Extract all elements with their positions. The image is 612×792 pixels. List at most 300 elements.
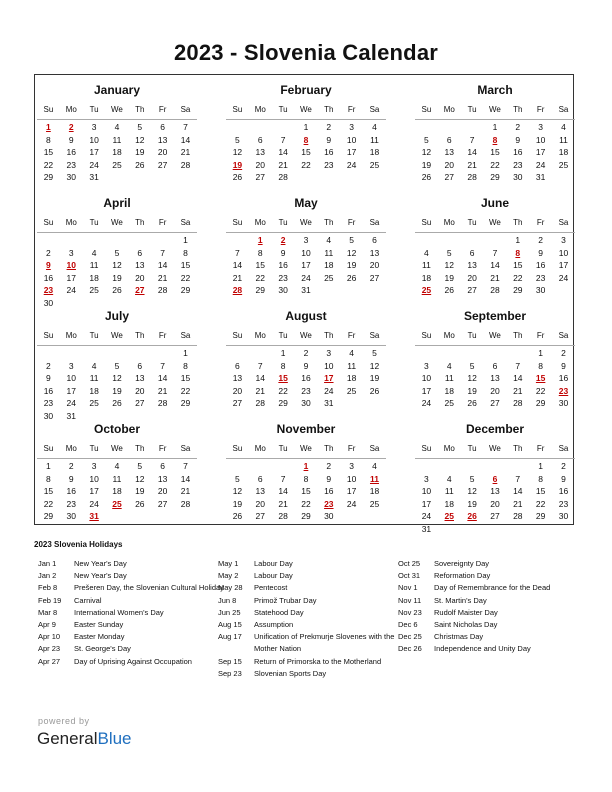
day-cell[interactable]: 6 xyxy=(137,247,143,258)
day-cell[interactable]: 20 xyxy=(255,498,265,509)
day-cell[interactable]: 14 xyxy=(232,260,243,270)
day-cell[interactable]: 26 xyxy=(369,385,380,396)
day-cell[interactable]: 29 xyxy=(535,511,546,521)
day-cell[interactable]: 21 xyxy=(255,385,265,396)
day-cell[interactable]: 3 xyxy=(303,235,309,245)
day-cell[interactable]: 24 xyxy=(89,498,99,509)
day-cell[interactable]: 22 xyxy=(43,498,54,509)
day-cell[interactable]: 24 xyxy=(66,285,76,295)
day-cell[interactable]: 20 xyxy=(135,385,145,396)
day-cell[interactable]: 23 xyxy=(513,159,523,170)
day-cell[interactable]: 20 xyxy=(232,385,243,396)
day-cell[interactable]: 8 xyxy=(538,360,543,371)
day-cell[interactable]: 25 xyxy=(324,272,334,283)
day-cell[interactable]: 3 xyxy=(326,348,332,358)
day-cell[interactable]: 20 xyxy=(490,498,500,509)
day-cell[interactable]: 30 xyxy=(558,398,569,408)
day-cell[interactable]: 10 xyxy=(66,373,76,383)
day-cell[interactable]: 21 xyxy=(278,159,288,170)
day-cell[interactable]: 10 xyxy=(324,360,334,371)
day-cell[interactable]: 2 xyxy=(561,461,566,471)
day-cell[interactable]: 22 xyxy=(255,272,265,283)
day-cell[interactable]: 5 xyxy=(137,461,143,471)
day-cell[interactable]: 11 xyxy=(89,260,99,270)
day-cell[interactable]: 20 xyxy=(157,147,168,157)
day-cell[interactable]: 2 xyxy=(326,122,332,132)
day-cell[interactable]: 29 xyxy=(301,511,311,521)
day-cell[interactable]: 1 xyxy=(183,235,188,245)
day-cell[interactable]: 28 xyxy=(255,398,265,408)
day-cell[interactable]: 5 xyxy=(235,473,240,484)
day-cell[interactable]: 9 xyxy=(303,360,309,371)
day-cell[interactable]: 13 xyxy=(135,260,145,270)
day-cell[interactable]: 26 xyxy=(346,272,357,283)
day-cell[interactable]: 24 xyxy=(324,385,334,396)
day-cell[interactable]: 15 xyxy=(490,147,500,157)
day-cell[interactable]: 20 xyxy=(369,260,380,270)
day-cell[interactable]: 3 xyxy=(91,461,97,471)
day-cell[interactable]: 13 xyxy=(369,247,380,258)
holiday-day-cell[interactable]: 1 xyxy=(303,461,309,471)
day-cell[interactable]: 21 xyxy=(513,385,523,396)
day-cell[interactable]: 8 xyxy=(183,360,188,371)
day-cell[interactable]: 12 xyxy=(112,373,122,383)
day-cell[interactable]: 1 xyxy=(280,348,286,358)
holiday-day-cell[interactable]: 15 xyxy=(535,373,546,383)
day-cell[interactable]: 14 xyxy=(467,147,477,157)
day-cell[interactable]: 16 xyxy=(43,385,54,396)
day-cell[interactable]: 27 xyxy=(467,285,477,295)
day-cell[interactable]: 8 xyxy=(257,247,263,258)
day-cell[interactable]: 30 xyxy=(535,285,546,295)
day-cell[interactable]: 23 xyxy=(558,498,569,509)
day-cell[interactable]: 5 xyxy=(469,360,475,371)
day-cell[interactable]: 10 xyxy=(89,134,99,145)
day-cell[interactable]: 5 xyxy=(446,247,452,258)
day-cell[interactable]: 27 xyxy=(255,172,265,182)
day-cell[interactable]: 16 xyxy=(301,373,311,383)
day-cell[interactable]: 19 xyxy=(467,385,477,396)
day-cell[interactable]: 9 xyxy=(68,134,74,145)
day-cell[interactable]: 11 xyxy=(370,134,379,145)
day-cell[interactable]: 11 xyxy=(444,373,454,383)
day-cell[interactable]: 28 xyxy=(157,285,168,295)
day-cell[interactable]: 20 xyxy=(467,272,477,283)
day-cell[interactable]: 22 xyxy=(513,272,523,283)
day-cell[interactable]: 18 xyxy=(89,385,99,396)
day-cell[interactable]: 4 xyxy=(446,473,452,484)
day-cell[interactable]: 1 xyxy=(492,122,498,132)
day-cell[interactable]: 5 xyxy=(349,235,354,245)
day-cell[interactable]: 9 xyxy=(561,360,566,371)
day-cell[interactable]: 23 xyxy=(66,498,76,509)
day-cell[interactable]: 2 xyxy=(515,122,521,132)
day-cell[interactable]: 23 xyxy=(66,159,76,170)
day-cell[interactable]: 16 xyxy=(324,486,334,496)
day-cell[interactable]: 24 xyxy=(558,272,569,283)
day-cell[interactable]: 4 xyxy=(91,247,97,258)
holiday-day-cell[interactable]: 23 xyxy=(43,285,54,295)
day-cell[interactable]: 8 xyxy=(303,473,309,484)
day-cell[interactable]: 15 xyxy=(180,373,191,383)
day-cell[interactable]: 17 xyxy=(346,486,357,496)
day-cell[interactable]: 12 xyxy=(467,373,477,383)
day-cell[interactable]: 22 xyxy=(535,385,546,396)
day-cell[interactable]: 24 xyxy=(421,398,432,408)
day-cell[interactable]: 28 xyxy=(278,172,288,182)
day-cell[interactable]: 5 xyxy=(372,348,377,358)
day-cell[interactable]: 13 xyxy=(135,373,145,383)
day-cell[interactable]: 4 xyxy=(424,247,429,258)
day-cell[interactable]: 10 xyxy=(421,373,432,383)
day-cell[interactable]: 2 xyxy=(326,461,332,471)
day-cell[interactable]: 17 xyxy=(89,147,99,157)
day-cell[interactable]: 18 xyxy=(444,385,454,396)
day-cell[interactable]: 29 xyxy=(180,398,191,408)
day-cell[interactable]: 13 xyxy=(255,147,265,157)
holiday-day-cell[interactable]: 6 xyxy=(492,473,498,484)
day-cell[interactable]: 16 xyxy=(66,486,76,496)
holiday-day-cell[interactable]: 25 xyxy=(421,285,432,295)
day-cell[interactable]: 29 xyxy=(43,511,54,521)
day-cell[interactable]: 14 xyxy=(490,260,500,270)
day-cell[interactable]: 6 xyxy=(235,360,240,371)
day-cell[interactable]: 8 xyxy=(280,360,286,371)
day-cell[interactable]: 17 xyxy=(558,260,569,270)
day-cell[interactable]: 25 xyxy=(558,159,569,170)
day-cell[interactable]: 23 xyxy=(278,272,288,283)
day-cell[interactable]: 14 xyxy=(278,486,288,496)
day-cell[interactable]: 20 xyxy=(135,272,145,283)
day-cell[interactable]: 19 xyxy=(112,385,122,396)
day-cell[interactable]: 30 xyxy=(66,511,76,521)
day-cell[interactable]: 29 xyxy=(535,398,546,408)
day-cell[interactable]: 29 xyxy=(43,172,54,182)
day-cell[interactable]: 12 xyxy=(135,134,145,145)
day-cell[interactable]: 2 xyxy=(303,348,309,358)
holiday-day-cell[interactable]: 1 xyxy=(46,122,51,132)
day-cell[interactable]: 28 xyxy=(513,511,523,521)
day-cell[interactable]: 24 xyxy=(89,159,99,170)
day-cell[interactable]: 7 xyxy=(515,360,521,371)
day-cell[interactable]: 3 xyxy=(91,122,97,132)
holiday-day-cell[interactable]: 8 xyxy=(515,247,521,258)
day-cell[interactable]: 5 xyxy=(235,134,240,145)
day-cell[interactable]: 18 xyxy=(89,272,99,283)
day-cell[interactable]: 7 xyxy=(183,122,188,132)
day-cell[interactable]: 15 xyxy=(513,260,523,270)
day-cell[interactable]: 22 xyxy=(180,385,191,396)
day-cell[interactable]: 16 xyxy=(66,147,76,157)
day-cell[interactable]: 18 xyxy=(421,272,432,283)
day-cell[interactable]: 4 xyxy=(372,122,377,132)
day-cell[interactable]: 4 xyxy=(114,461,120,471)
day-cell[interactable]: 4 xyxy=(561,122,566,132)
day-cell[interactable]: 6 xyxy=(372,235,377,245)
day-cell[interactable]: 17 xyxy=(301,260,311,270)
day-cell[interactable]: 14 xyxy=(255,373,265,383)
day-cell[interactable]: 16 xyxy=(558,486,569,496)
day-cell[interactable]: 11 xyxy=(559,134,568,145)
day-cell[interactable]: 17 xyxy=(421,385,432,396)
day-cell[interactable]: 22 xyxy=(43,159,54,170)
day-cell[interactable]: 16 xyxy=(558,373,569,383)
day-cell[interactable]: 11 xyxy=(89,373,99,383)
day-cell[interactable]: 3 xyxy=(349,122,354,132)
holiday-day-cell[interactable]: 11 xyxy=(369,473,379,484)
holiday-day-cell[interactable]: 8 xyxy=(492,134,498,145)
day-cell[interactable]: 24 xyxy=(535,159,546,170)
day-cell[interactable]: 30 xyxy=(513,172,523,182)
day-cell[interactable]: 14 xyxy=(513,486,523,496)
day-cell[interactable]: 29 xyxy=(513,285,523,295)
day-cell[interactable]: 17 xyxy=(66,272,76,283)
holiday-day-cell[interactable]: 9 xyxy=(46,260,51,270)
day-cell[interactable]: 24 xyxy=(346,159,357,170)
day-cell[interactable]: 11 xyxy=(444,486,454,496)
day-cell[interactable]: 11 xyxy=(112,134,122,145)
day-cell[interactable]: 20 xyxy=(255,159,265,170)
day-cell[interactable]: 2 xyxy=(561,348,566,358)
day-cell[interactable]: 12 xyxy=(369,360,380,371)
day-cell[interactable]: 25 xyxy=(89,285,99,295)
day-cell[interactable]: 12 xyxy=(232,486,243,496)
day-cell[interactable]: 29 xyxy=(255,285,265,295)
day-cell[interactable]: 28 xyxy=(490,285,500,295)
day-cell[interactable]: 27 xyxy=(157,498,168,509)
day-cell[interactable]: 13 xyxy=(157,134,168,145)
day-cell[interactable]: 13 xyxy=(490,486,500,496)
day-cell[interactable]: 2 xyxy=(46,247,51,258)
day-cell[interactable]: 5 xyxy=(137,122,143,132)
day-cell[interactable]: 17 xyxy=(421,498,432,509)
day-cell[interactable]: 6 xyxy=(160,461,165,471)
day-cell[interactable]: 29 xyxy=(278,398,288,408)
day-cell[interactable]: 20 xyxy=(490,385,500,396)
day-cell[interactable]: 12 xyxy=(421,147,432,157)
day-cell[interactable]: 10 xyxy=(558,247,569,258)
day-cell[interactable]: 9 xyxy=(515,134,521,145)
day-cell[interactable]: 21 xyxy=(232,272,243,283)
day-cell[interactable]: 1 xyxy=(515,235,521,245)
day-cell[interactable]: 26 xyxy=(444,285,454,295)
day-cell[interactable]: 14 xyxy=(513,373,523,383)
day-cell[interactable]: 30 xyxy=(301,398,311,408)
day-cell[interactable]: 7 xyxy=(160,247,165,258)
day-cell[interactable]: 9 xyxy=(46,373,51,383)
day-cell[interactable]: 1 xyxy=(46,461,51,471)
holiday-day-cell[interactable]: 25 xyxy=(444,511,454,521)
day-cell[interactable]: 13 xyxy=(444,147,454,157)
holiday-day-cell[interactable]: 25 xyxy=(112,498,122,509)
day-cell[interactable]: 2 xyxy=(538,235,543,245)
holiday-day-cell[interactable]: 31 xyxy=(89,511,99,521)
day-cell[interactable]: 28 xyxy=(180,159,191,170)
day-cell[interactable]: 11 xyxy=(347,360,357,371)
day-cell[interactable]: 15 xyxy=(180,260,191,270)
day-cell[interactable]: 26 xyxy=(232,511,243,521)
day-cell[interactable]: 19 xyxy=(421,159,432,170)
day-cell[interactable]: 16 xyxy=(535,260,546,270)
day-cell[interactable]: 23 xyxy=(324,159,334,170)
day-cell[interactable]: 19 xyxy=(467,498,477,509)
day-cell[interactable]: 24 xyxy=(301,272,311,283)
day-cell[interactable]: 17 xyxy=(346,147,357,157)
day-cell[interactable]: 26 xyxy=(421,172,432,182)
day-cell[interactable]: 30 xyxy=(278,285,288,295)
day-cell[interactable]: 23 xyxy=(301,385,311,396)
holiday-day-cell[interactable]: 28 xyxy=(232,285,243,295)
day-cell[interactable]: 8 xyxy=(46,134,51,145)
generalblue-logo[interactable] xyxy=(37,729,132,749)
day-cell[interactable]: 10 xyxy=(346,473,357,484)
day-cell[interactable]: 13 xyxy=(157,473,168,484)
holiday-day-cell[interactable]: 26 xyxy=(467,511,477,521)
day-cell[interactable]: 7 xyxy=(492,247,498,258)
day-cell[interactable]: 5 xyxy=(114,360,120,371)
day-cell[interactable]: 15 xyxy=(301,147,311,157)
day-cell[interactable]: 9 xyxy=(538,247,543,258)
day-cell[interactable]: 3 xyxy=(349,461,354,471)
day-cell[interactable]: 8 xyxy=(183,247,188,258)
day-cell[interactable]: 18 xyxy=(369,147,380,157)
day-cell[interactable]: 7 xyxy=(469,134,475,145)
day-cell[interactable]: 30 xyxy=(66,172,76,182)
day-cell[interactable]: 27 xyxy=(232,398,243,408)
day-cell[interactable]: 22 xyxy=(301,159,311,170)
day-cell[interactable]: 25 xyxy=(369,159,380,170)
day-cell[interactable]: 12 xyxy=(135,473,145,484)
day-cell[interactable]: 19 xyxy=(112,272,122,283)
day-cell[interactable]: 3 xyxy=(424,360,429,371)
day-cell[interactable]: 11 xyxy=(112,473,122,484)
day-cell[interactable]: 26 xyxy=(112,398,122,408)
day-cell[interactable]: 4 xyxy=(446,360,452,371)
day-cell[interactable]: 23 xyxy=(43,398,54,408)
day-cell[interactable]: 16 xyxy=(278,260,288,270)
day-cell[interactable]: 29 xyxy=(180,285,191,295)
day-cell[interactable]: 7 xyxy=(280,473,286,484)
day-cell[interactable]: 10 xyxy=(89,473,99,484)
day-cell[interactable]: 6 xyxy=(446,134,452,145)
day-cell[interactable]: 27 xyxy=(135,398,145,408)
day-cell[interactable]: 18 xyxy=(112,486,122,496)
day-cell[interactable]: 6 xyxy=(257,134,263,145)
day-cell[interactable]: 21 xyxy=(157,272,168,283)
day-cell[interactable]: 8 xyxy=(538,473,543,484)
holiday-day-cell[interactable]: 23 xyxy=(324,498,334,509)
day-cell[interactable]: 6 xyxy=(137,360,143,371)
holiday-day-cell[interactable]: 2 xyxy=(280,235,286,245)
day-cell[interactable]: 4 xyxy=(114,122,120,132)
day-cell[interactable]: 21 xyxy=(278,498,288,509)
day-cell[interactable]: 10 xyxy=(421,486,432,496)
day-cell[interactable]: 12 xyxy=(232,147,243,157)
day-cell[interactable]: 19 xyxy=(232,498,243,509)
day-cell[interactable]: 19 xyxy=(135,147,145,157)
day-cell[interactable]: 7 xyxy=(257,360,263,371)
day-cell[interactable]: 29 xyxy=(490,172,500,182)
day-cell[interactable]: 9 xyxy=(326,473,332,484)
day-cell[interactable]: 25 xyxy=(369,498,380,509)
holiday-day-cell[interactable]: 17 xyxy=(324,373,334,383)
day-cell[interactable]: 11 xyxy=(422,260,431,270)
day-cell[interactable]: 15 xyxy=(43,147,54,157)
day-cell[interactable]: 9 xyxy=(561,473,566,484)
day-cell[interactable]: 10 xyxy=(301,247,311,258)
day-cell[interactable]: 18 xyxy=(346,373,357,383)
day-cell[interactable]: 26 xyxy=(135,159,145,170)
day-cell[interactable]: 18 xyxy=(558,147,569,157)
day-cell[interactable]: 27 xyxy=(369,272,380,283)
day-cell[interactable]: 14 xyxy=(180,134,191,145)
day-cell[interactable]: 12 xyxy=(346,247,357,258)
day-cell[interactable]: 5 xyxy=(469,473,475,484)
day-cell[interactable]: 6 xyxy=(160,122,165,132)
holiday-day-cell[interactable]: 10 xyxy=(66,260,76,270)
day-cell[interactable]: 4 xyxy=(349,348,354,358)
day-cell[interactable]: 14 xyxy=(157,260,168,270)
day-cell[interactable]: 30 xyxy=(558,511,569,521)
day-cell[interactable]: 16 xyxy=(324,147,334,157)
day-cell[interactable]: 10 xyxy=(346,134,357,145)
day-cell[interactable]: 31 xyxy=(301,285,311,295)
day-cell[interactable]: 4 xyxy=(326,235,332,245)
day-cell[interactable]: 19 xyxy=(369,373,380,383)
day-cell[interactable]: 28 xyxy=(180,498,191,509)
day-cell[interactable]: 14 xyxy=(278,147,288,157)
day-cell[interactable]: 18 xyxy=(369,486,380,496)
day-cell[interactable]: 7 xyxy=(235,247,240,258)
day-cell[interactable]: 1 xyxy=(538,461,543,471)
day-cell[interactable]: 16 xyxy=(513,147,523,157)
day-cell[interactable]: 13 xyxy=(232,373,243,383)
day-cell[interactable]: 5 xyxy=(114,247,120,258)
day-cell[interactable]: 12 xyxy=(444,260,454,270)
day-cell[interactable]: 9 xyxy=(68,473,74,484)
day-cell[interactable]: 26 xyxy=(232,172,243,182)
day-cell[interactable]: 24 xyxy=(421,511,432,521)
day-cell[interactable]: 4 xyxy=(372,461,377,471)
day-cell[interactable]: 2 xyxy=(68,461,74,471)
day-cell[interactable]: 19 xyxy=(135,486,145,496)
day-cell[interactable]: 18 xyxy=(324,260,334,270)
day-cell[interactable]: 21 xyxy=(467,159,477,170)
day-cell[interactable]: 28 xyxy=(467,172,477,182)
day-cell[interactable]: 28 xyxy=(513,398,523,408)
day-cell[interactable]: 12 xyxy=(112,260,122,270)
day-cell[interactable]: 7 xyxy=(183,461,188,471)
day-cell[interactable]: 21 xyxy=(180,486,191,496)
day-cell[interactable]: 11 xyxy=(324,247,334,258)
day-cell[interactable]: 6 xyxy=(257,473,263,484)
day-cell[interactable]: 1 xyxy=(183,348,188,358)
day-cell[interactable]: 31 xyxy=(535,172,546,182)
holiday-day-cell[interactable]: 19 xyxy=(232,159,243,170)
day-cell[interactable]: 19 xyxy=(444,272,454,283)
day-cell[interactable]: 5 xyxy=(424,134,429,145)
day-cell[interactable]: 31 xyxy=(89,172,99,182)
day-cell[interactable]: 25 xyxy=(89,398,99,408)
day-cell[interactable]: 22 xyxy=(535,498,546,509)
day-cell[interactable]: 14 xyxy=(180,473,191,484)
day-cell[interactable]: 22 xyxy=(180,272,191,283)
day-cell[interactable]: 17 xyxy=(89,486,99,496)
day-cell[interactable]: 21 xyxy=(157,385,168,396)
day-cell[interactable]: 27 xyxy=(490,398,500,408)
day-cell[interactable]: 3 xyxy=(68,360,74,371)
day-cell[interactable]: 6 xyxy=(492,360,498,371)
